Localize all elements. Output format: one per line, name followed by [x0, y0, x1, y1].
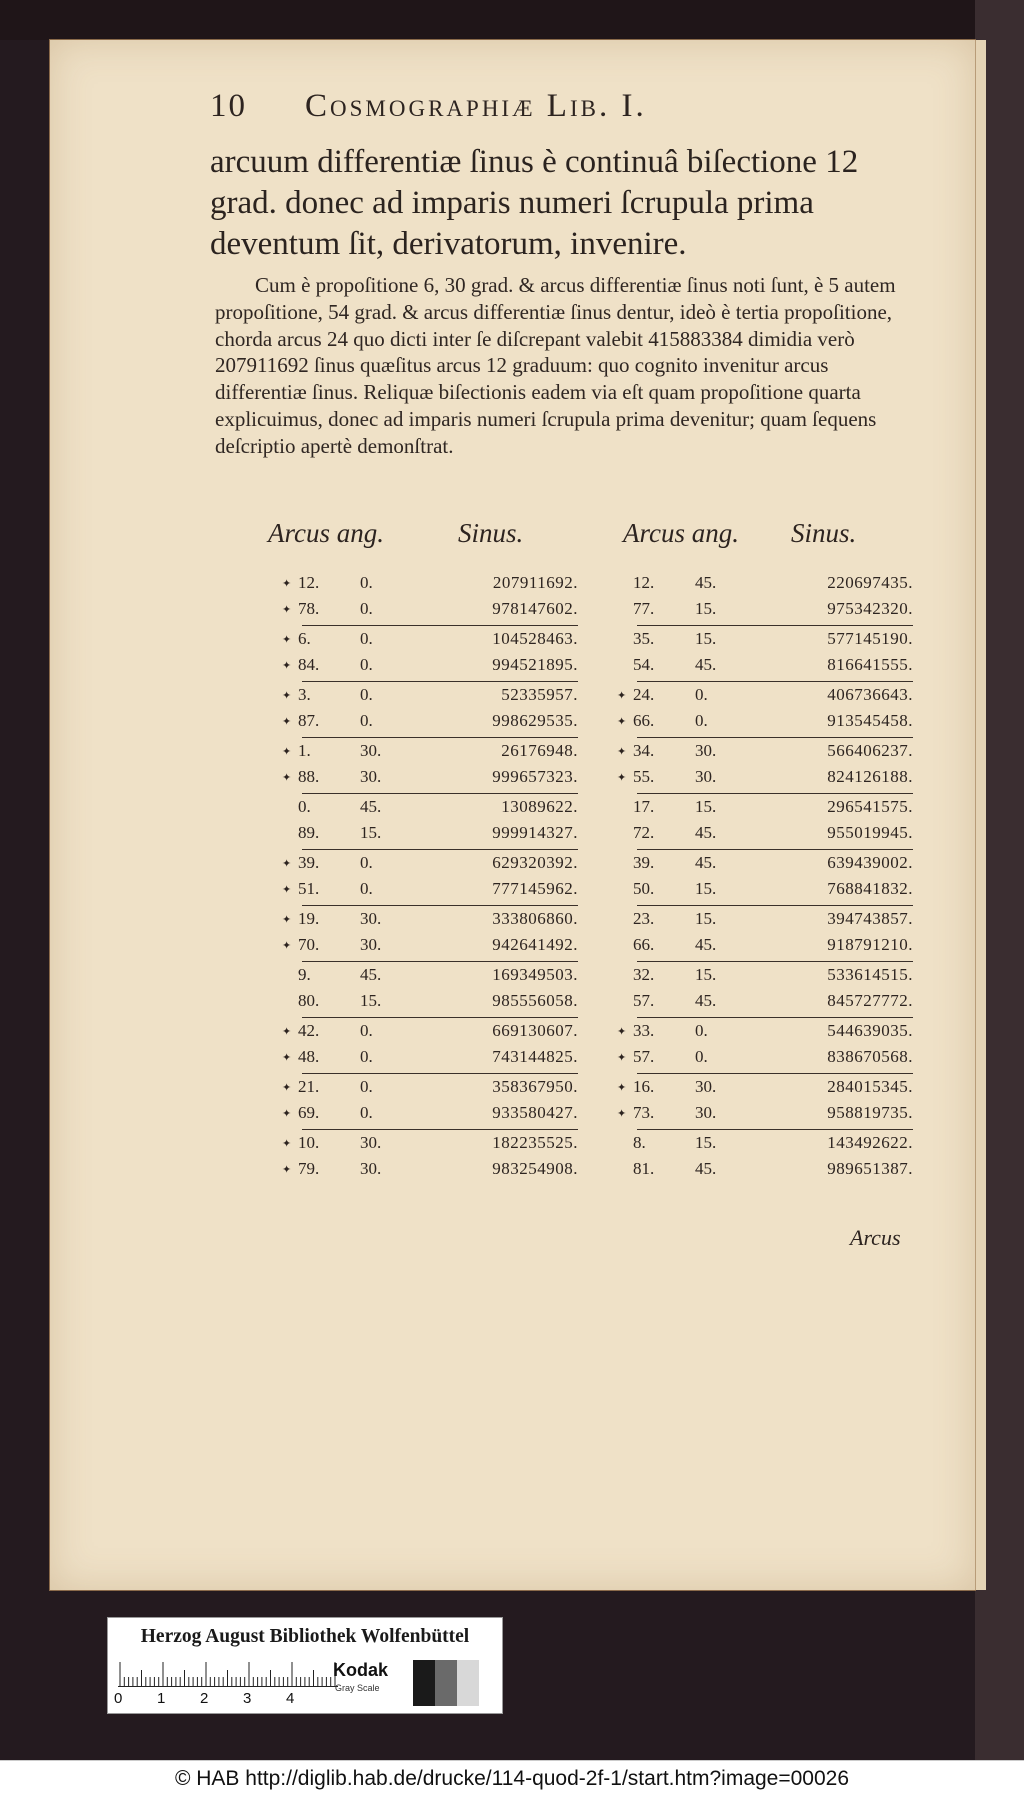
sine-value: 358367950.	[492, 1077, 578, 1096]
arc-degrees: 55.	[633, 767, 655, 786]
arc-minutes: 0.	[360, 573, 373, 592]
arc-minutes: 30.	[360, 909, 382, 928]
arc-degrees: 19.	[298, 909, 320, 928]
sine-value: 994521895.	[492, 655, 578, 674]
arc-minutes: 45.	[695, 853, 717, 872]
table-headers	[268, 518, 908, 558]
arc-minutes: 0.	[360, 599, 373, 618]
arc-degrees: 81.	[633, 1159, 655, 1178]
arc-minutes: 0.	[360, 853, 373, 872]
table-group	[623, 570, 913, 626]
row-marker: ✦	[617, 690, 627, 702]
gray-swatch-mid	[435, 1660, 457, 1706]
arc-minutes: 45.	[695, 823, 717, 842]
header-sinus-left: Sinus.	[458, 518, 524, 548]
sine-value: 743144825.	[492, 1047, 578, 1066]
table-group	[282, 1074, 578, 1130]
ruler-number: 3	[243, 1690, 252, 1707]
arc-minutes: 30.	[695, 767, 717, 786]
row-marker: ✦	[617, 1082, 627, 1094]
row-marker: ✦	[282, 1026, 292, 1038]
table-row	[288, 962, 578, 988]
arc-degrees: 50.	[633, 879, 655, 898]
table-row	[282, 682, 578, 708]
arc-minutes: 30.	[360, 741, 382, 760]
table-row	[282, 876, 578, 902]
arc-degrees: 69.	[298, 1103, 320, 1122]
table-row	[282, 570, 578, 596]
arc-degrees: 78.	[298, 599, 320, 618]
table-row	[288, 820, 578, 846]
sine-value: 143492622.	[827, 1133, 913, 1152]
table-row	[282, 652, 578, 678]
row-marker: ✦	[282, 1164, 292, 1176]
sine-value: 182235525.	[492, 1133, 578, 1152]
sine-value: 639439002.	[827, 853, 913, 872]
arc-minutes: 0.	[360, 1103, 373, 1122]
arc-minutes: 45.	[695, 935, 717, 954]
arc-minutes: 0.	[360, 879, 373, 898]
table-row	[623, 1130, 913, 1156]
table-group	[623, 626, 913, 682]
table-row	[617, 738, 913, 764]
row-marker: ✦	[282, 746, 292, 758]
arc-minutes: 30.	[360, 1133, 382, 1152]
library-label	[107, 1617, 503, 1714]
sine-value: 533614515.	[827, 965, 913, 984]
table-row	[623, 932, 913, 958]
arc-minutes: 15.	[360, 991, 382, 1010]
arc-minutes: 45.	[695, 991, 717, 1010]
arc-degrees: 57.	[633, 1047, 655, 1066]
arc-degrees: 24.	[633, 685, 655, 704]
gray-scale-label: Gray Scale	[335, 1683, 380, 1693]
arc-minutes: 0.	[695, 711, 708, 730]
sine-value: 933580427.	[492, 1103, 578, 1122]
table-row	[623, 906, 913, 932]
table-group	[282, 906, 578, 962]
arc-degrees: 80.	[298, 991, 320, 1010]
arc-minutes: 45.	[695, 1159, 717, 1178]
arc-minutes: 30.	[360, 935, 382, 954]
arc-minutes: 30.	[695, 1077, 717, 1096]
arc-minutes: 15.	[695, 965, 717, 984]
sine-value: 52335957.	[501, 685, 578, 704]
table-row	[288, 988, 578, 1014]
arc-degrees: 35.	[633, 629, 655, 648]
arc-minutes: 0.	[360, 1047, 373, 1066]
arc-degrees: 32.	[633, 965, 655, 984]
arc-minutes: 45.	[695, 655, 717, 674]
arc-minutes: 30.	[360, 1159, 382, 1178]
sine-value: 13089622.	[501, 797, 578, 816]
sine-value: 669130607.	[492, 1021, 578, 1040]
row-marker: ✦	[282, 578, 292, 590]
arc-minutes: 0.	[360, 1021, 373, 1040]
table-row	[617, 708, 913, 734]
table-row	[282, 1044, 578, 1070]
arc-minutes: 45.	[360, 797, 382, 816]
footer-credit: © HAB http://diglib.hab.de/drucke/114-quod-2f-1/start.htm?image=00026	[174, 1767, 850, 1790]
table-group	[617, 1074, 913, 1130]
arc-minutes: 45.	[695, 573, 717, 592]
table-group	[288, 962, 578, 1018]
gray-swatch-black	[413, 1660, 435, 1706]
arc-degrees: 54.	[633, 655, 655, 674]
ruler-number: 4	[286, 1690, 295, 1707]
table-group	[617, 682, 913, 738]
table-row	[623, 626, 913, 652]
page-number: 10	[210, 88, 247, 124]
arc-degrees: 12.	[298, 573, 320, 592]
sine-value: 816641555.	[827, 655, 913, 674]
table-group	[623, 906, 913, 962]
table-row	[282, 1156, 578, 1182]
table-group	[288, 794, 578, 850]
arc-minutes: 0.	[360, 655, 373, 674]
table-row	[623, 820, 913, 846]
sine-value: 845727772.	[827, 991, 913, 1010]
table-group	[623, 794, 913, 850]
table-group	[623, 1130, 913, 1186]
table-row	[623, 962, 913, 988]
arc-minutes: 15.	[695, 599, 717, 618]
proposition-heading: arcuum differentiæ ſinus è continuâ biſectione 12 grad. donec ad imparis numeri ſcrupula prima deventum ſit, derivatorum, invenire.	[210, 144, 859, 262]
sine-value: 989651387.	[827, 1159, 913, 1178]
sine-value: 777145962.	[492, 879, 578, 898]
sine-value: 958819735.	[827, 1103, 913, 1122]
sine-value: 978147602.	[492, 599, 578, 618]
footer-bar	[0, 1760, 1024, 1797]
table-row	[282, 1100, 578, 1126]
running-head: Cosmographiæ Lib. I.	[305, 88, 647, 124]
arc-minutes: 30.	[695, 741, 717, 760]
arc-degrees: 77.	[633, 599, 655, 618]
arc-degrees: 1.	[298, 741, 311, 760]
arc-minutes: 15.	[360, 823, 382, 842]
page-edge	[975, 40, 986, 1590]
ruler-number: 2	[200, 1690, 209, 1707]
arc-minutes: 15.	[695, 1133, 717, 1152]
table-group	[282, 682, 578, 738]
sine-value: 824126188.	[827, 767, 913, 786]
table-group	[623, 850, 913, 906]
ruler-number: 1	[157, 1690, 166, 1707]
arc-minutes: 0.	[360, 685, 373, 704]
table-row	[617, 1018, 913, 1044]
table-group	[623, 962, 913, 1018]
sine-value: 406736643.	[827, 685, 913, 704]
body-paragraph: Cum è propoſitione 6, 30 grad. & arcus differentiæ ſinus noti ſunt, è 5 autem propoſitione, 54 grad. & arcus differentiæ ſinus dentur, ideò è tertia propoſitione, chorda arcus 24 quo dicti inter ſe diſcrepant valebit 415883384 dimidia verò 207911692 ſinus quæſitus arcus 12 graduum: quo cognito invenitur arcus differentiæ ſinus. Reliquæ biſectionis eadem via eſt quam propoſitione quarta explicuimus, donec ad imparis numeri ſcrupula prima devenitur; quam ſequens deſcriptio apertè demonſtrat.	[215, 273, 896, 458]
sine-value: 566406237.	[827, 741, 913, 760]
header-sinus-right: Sinus.	[791, 518, 857, 548]
ruler-numbers	[114, 1690, 354, 1708]
arc-minutes: 0.	[695, 1021, 708, 1040]
row-marker: ✦	[282, 1052, 292, 1064]
row-marker: ✦	[617, 716, 627, 728]
row-marker: ✦	[282, 914, 292, 926]
arc-minutes: 0.	[360, 711, 373, 730]
sine-value: 838670568.	[827, 1047, 913, 1066]
table-row	[282, 596, 578, 622]
row-marker: ✦	[282, 884, 292, 896]
sine-value: 999914327.	[492, 823, 578, 842]
sine-value: 768841832.	[827, 879, 913, 898]
arc-degrees: 51.	[298, 879, 320, 898]
table-row	[282, 932, 578, 958]
arc-degrees: 6.	[298, 629, 311, 648]
table-group	[282, 1130, 578, 1186]
table-row	[617, 1100, 913, 1126]
table-group	[617, 738, 913, 794]
sine-value: 169349503.	[492, 965, 578, 984]
table-group	[282, 738, 578, 794]
table-row	[288, 794, 578, 820]
header-arcus-left: Arcus ang.	[268, 518, 384, 548]
arc-degrees: 89.	[298, 823, 320, 842]
row-marker: ✦	[282, 634, 292, 646]
scan-background-top	[0, 0, 1024, 40]
arc-minutes: 0.	[695, 1047, 708, 1066]
arc-degrees: 9.	[298, 965, 311, 984]
sine-value: 104528463.	[492, 629, 578, 648]
table-row	[617, 1044, 913, 1070]
sine-value: 985556058.	[492, 991, 578, 1010]
table-row	[282, 1074, 578, 1100]
arc-degrees: 39.	[298, 853, 320, 872]
sine-table-left-column	[282, 570, 578, 1186]
arc-degrees: 66.	[633, 711, 655, 730]
arc-minutes: 0.	[695, 685, 708, 704]
sine-value: 394743857.	[827, 909, 913, 928]
arc-minutes: 30.	[695, 1103, 717, 1122]
table-row	[282, 708, 578, 734]
row-marker: ✦	[282, 690, 292, 702]
table-row	[623, 596, 913, 622]
arc-degrees: 72.	[633, 823, 655, 842]
sine-value: 220697435.	[827, 573, 913, 592]
table-group	[282, 626, 578, 682]
sine-value: 975342320.	[827, 599, 913, 618]
sine-value: 26176948.	[501, 741, 578, 760]
ruler-number: 0	[114, 1690, 123, 1707]
row-marker: ✦	[617, 772, 627, 784]
sine-value: 544639035.	[827, 1021, 913, 1040]
row-marker: ✦	[282, 604, 292, 616]
sine-value: 955019945.	[827, 823, 913, 842]
arc-degrees: 57.	[633, 991, 655, 1010]
arc-degrees: 70.	[298, 935, 320, 954]
scale-ruler	[118, 1660, 338, 1687]
table-row	[282, 764, 578, 790]
table-group	[282, 1018, 578, 1074]
arc-degrees: 17.	[633, 797, 655, 816]
table-row	[282, 906, 578, 932]
row-marker: ✦	[282, 858, 292, 870]
table-row	[282, 850, 578, 876]
arc-degrees: 42.	[298, 1021, 320, 1040]
row-marker: ✦	[282, 1138, 292, 1150]
row-marker: ✦	[282, 1082, 292, 1094]
arc-minutes: 15.	[695, 909, 717, 928]
arc-degrees: 3.	[298, 685, 311, 704]
table-row	[623, 794, 913, 820]
arc-degrees: 39.	[633, 853, 655, 872]
page-header	[210, 88, 810, 134]
arc-degrees: 10.	[298, 1133, 320, 1152]
row-marker: ✦	[282, 1108, 292, 1120]
arc-degrees: 79.	[298, 1159, 320, 1178]
sine-value: 629320392.	[492, 853, 578, 872]
arc-degrees: 8.	[633, 1133, 646, 1152]
table-group	[617, 1018, 913, 1074]
arc-minutes: 15.	[695, 879, 717, 898]
table-row	[617, 682, 913, 708]
sine-value: 983254908.	[492, 1159, 578, 1178]
arc-degrees: 87.	[298, 711, 320, 730]
row-marker: ✦	[617, 1108, 627, 1120]
ruler-ticks	[118, 1660, 338, 1686]
header-arcus-right: Arcus ang.	[623, 518, 739, 548]
arc-minutes: 15.	[695, 797, 717, 816]
sine-value: 918791210.	[827, 935, 913, 954]
kodak-logo: Kodak	[333, 1660, 389, 1680]
table-row	[623, 988, 913, 1014]
arc-minutes: 45.	[360, 965, 382, 984]
sine-value: 999657323.	[492, 767, 578, 786]
table-row	[623, 1156, 913, 1182]
table-row	[623, 850, 913, 876]
sine-value: 998629535.	[492, 711, 578, 730]
arc-minutes: 0.	[360, 1077, 373, 1096]
table-row	[282, 1018, 578, 1044]
sine-value: 913545458.	[827, 711, 913, 730]
arc-degrees: 48.	[298, 1047, 320, 1066]
row-marker: ✦	[617, 1026, 627, 1038]
arc-degrees: 21.	[298, 1077, 320, 1096]
arc-degrees: 73.	[633, 1103, 655, 1122]
arc-degrees: 12.	[633, 573, 655, 592]
row-marker: ✦	[617, 746, 627, 758]
arc-degrees: 66.	[633, 935, 655, 954]
arc-minutes: 15.	[695, 629, 717, 648]
sine-value: 284015345.	[827, 1077, 913, 1096]
table-row	[282, 626, 578, 652]
sine-table-right-column	[617, 570, 913, 1186]
table-row	[282, 1130, 578, 1156]
arc-degrees: 33.	[633, 1021, 655, 1040]
row-marker: ✦	[282, 940, 292, 952]
arc-minutes: 0.	[360, 629, 373, 648]
table-row	[623, 876, 913, 902]
table-row	[282, 738, 578, 764]
arc-degrees: 88.	[298, 767, 320, 786]
sine-value: 333806860.	[492, 909, 578, 928]
gray-swatch-light	[457, 1660, 479, 1706]
table-group	[282, 850, 578, 906]
row-marker: ✦	[282, 772, 292, 784]
arc-degrees: 34.	[633, 741, 655, 760]
sine-value: 577145190.	[827, 629, 913, 648]
sine-value: 296541575.	[827, 797, 913, 816]
sine-value: 207911692.	[492, 573, 578, 592]
arc-minutes: 30.	[360, 767, 382, 786]
table-row	[617, 1074, 913, 1100]
arc-degrees: 84.	[298, 655, 320, 674]
catchword: Arcus	[850, 1225, 901, 1250]
table-row	[617, 764, 913, 790]
row-marker: ✦	[282, 716, 292, 728]
table-group	[282, 570, 578, 626]
arc-degrees: 16.	[633, 1077, 655, 1096]
library-name: Herzog August Bibliothek Wolfenbüttel	[140, 1626, 470, 1647]
arc-degrees: 23.	[633, 909, 655, 928]
row-marker: ✦	[617, 1052, 627, 1064]
table-row	[623, 652, 913, 678]
table-row	[623, 570, 913, 596]
sine-value: 942641492.	[492, 935, 578, 954]
arc-degrees: 0.	[298, 797, 311, 816]
row-marker: ✦	[282, 660, 292, 672]
